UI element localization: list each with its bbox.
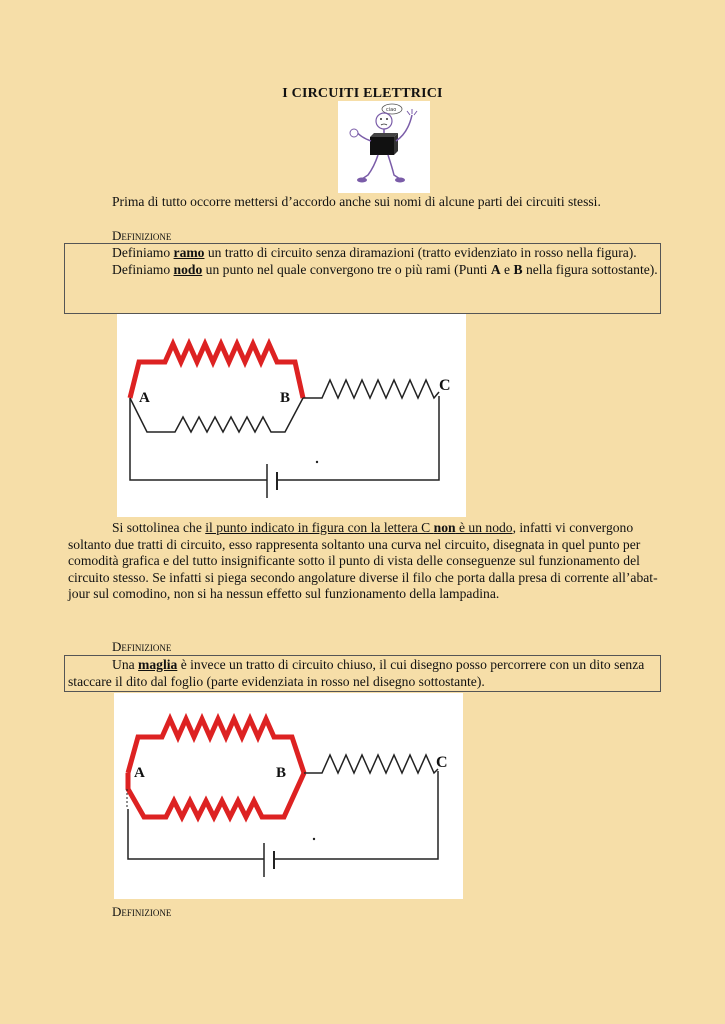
definition-heading-3: Definizione bbox=[112, 904, 172, 919]
circuit-diagram-mesh bbox=[114, 693, 463, 899]
explanation-paragraph: Si sottolinea che il punto indicato in figura con la lettera C non è un nodo, infatti vi convergono soltanto due tratti di circuito, esso rappresenta soltanto una curva nel circuito, disegnata in quel punto per comodità grafica e del tutto insignificante sotto il punto di vista delle conseguenze sul funzionamento del circuito stesso. Se infatti si piega secondo angolature diverse il filo che porta dalla presa di corrente all’abat-jour sul comodino, non si ha nessun effetto sul funzionamento della lampadina. bbox=[68, 520, 658, 602]
maglia-term: maglia bbox=[138, 657, 178, 672]
label-b: B bbox=[280, 390, 291, 406]
ramo-highlight bbox=[130, 344, 303, 398]
stick-figure-battery-icon bbox=[338, 101, 430, 193]
label-c: C bbox=[439, 377, 451, 394]
lower-branch bbox=[130, 398, 303, 432]
nodo-definition: Definiamo nodo un punto nel quale convergono tre o più rami (Punti A e B nella figura sottostante). bbox=[112, 261, 658, 277]
circuit-figure-2 bbox=[114, 693, 463, 899]
circuit-diagram-branch bbox=[117, 314, 466, 517]
bubble-text: ciao bbox=[386, 107, 397, 113]
nodo-term: nodo bbox=[173, 261, 203, 277]
definition-box-2 bbox=[64, 655, 661, 692]
underlined-claim: il punto indicato in figura con la lettera C non è un nodo bbox=[205, 520, 513, 535]
right-resistor bbox=[303, 380, 439, 398]
mascot-illustration bbox=[338, 101, 430, 193]
label-a: A bbox=[139, 390, 150, 406]
circuit-figure-1 bbox=[117, 314, 466, 517]
definition-heading-1: Definizione bbox=[112, 228, 172, 243]
label-b-2: B bbox=[276, 765, 287, 781]
right-resistor-2 bbox=[304, 755, 438, 773]
page-title: I CIRCUITI ELETTRICI bbox=[282, 86, 443, 101]
definition-box-1 bbox=[64, 243, 661, 314]
maglia-definition: Una maglia è invece un tratto di circuito chiuso, il cui disegno posso percorrere con un dito senza staccare il dito dal foglio (parte evidenziata in rosso nel disegno sottostante). bbox=[68, 657, 645, 689]
ramo-term: ramo bbox=[173, 245, 205, 260]
definition-heading-2: Definizione bbox=[112, 639, 172, 654]
ramo-definition: Definiamo ramo un tratto di circuito senza diramazioni (tratto evidenziato in rosso nella figura). bbox=[112, 245, 637, 260]
label-c-2: C bbox=[436, 754, 448, 771]
intro-paragraph: Prima di tutto occorre mettersi d’accordo anche sui nomi di alcune parti dei circuiti stessi. bbox=[112, 194, 601, 209]
label-a-2: A bbox=[134, 765, 145, 781]
